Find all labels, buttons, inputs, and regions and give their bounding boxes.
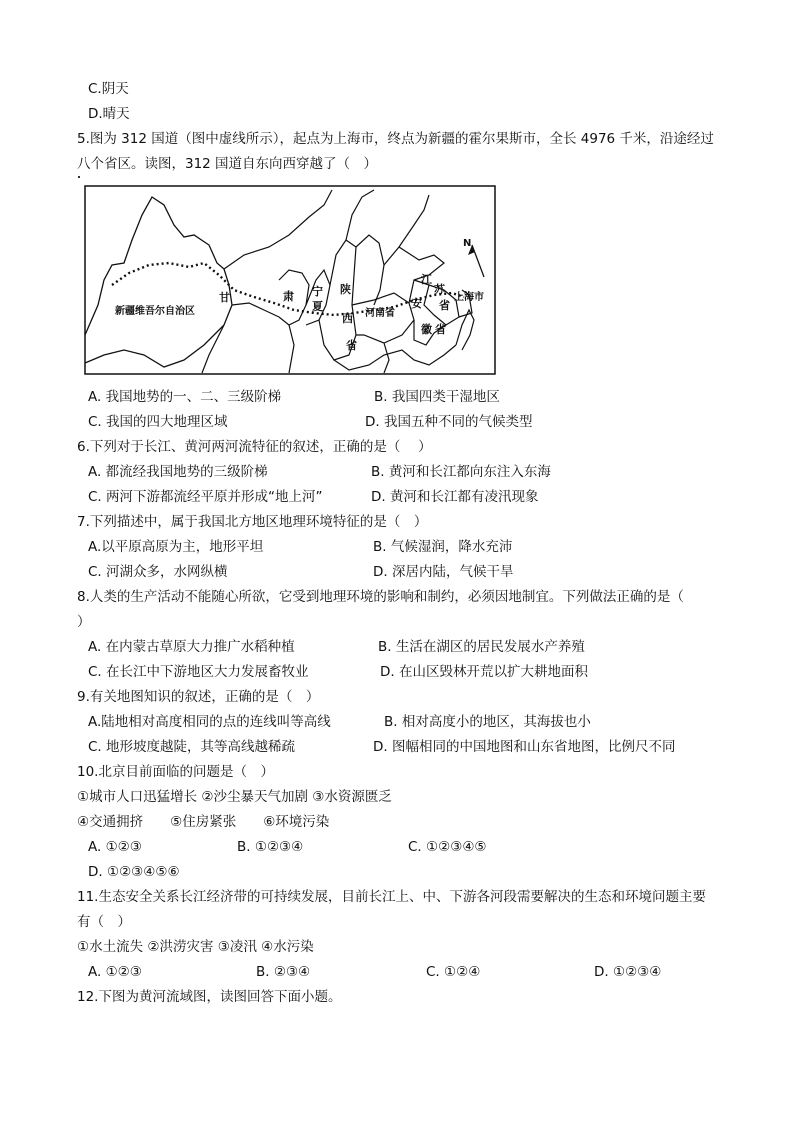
q9-stem: 9.有关地图知识的叙述，正确的是（ ） <box>77 689 320 705</box>
q6-stem: 6.下列对于长江、黄河两河流特征的叙述，正确的是（ ） <box>77 439 432 455</box>
label-xia: 夏 <box>312 300 323 313</box>
q8-option-d: D. 在山区毁林开荒以扩大耕地面积 <box>380 664 588 680</box>
q11-stem-line1: 11.生态安全关系长江经济带的可持续发展，目前长江上、中、下游各河段需要解决的生态和环境问题主要 <box>77 889 706 905</box>
q6-option-a: A. 都流经我国地势的三级阶梯 <box>88 464 268 480</box>
label-shanghai: 上海市 <box>454 292 484 303</box>
map-graphic <box>84 185 496 375</box>
label-hui: 徽 <box>421 323 432 336</box>
q9-option-c: C. 地形坡度越陡，其等高线越稀疏 <box>88 739 296 755</box>
label-xinjiang: 新疆维吾尔自治区 <box>115 306 195 317</box>
label-an: 安 <box>411 297 422 310</box>
q4-option-d: D.晴天 <box>88 106 130 122</box>
q8-stem-line1: 8.人类的生产活动不能随心所欲，它受到地理环境的影响和制约，必须因地制宜。下列做法正确的是（ <box>77 589 684 605</box>
label-north: N <box>463 238 472 249</box>
q9-option-b: B. 相对高度小的地区，其海拔也小 <box>384 714 591 730</box>
stray-dot <box>78 176 80 178</box>
q5-stem-line2: 八个省区。读图，312 国道自东向西穿越了（ ） <box>77 156 378 172</box>
route-312-map <box>84 185 496 375</box>
label-ning: 宁 <box>312 285 323 298</box>
q8-option-b: B. 生活在湖区的居民发展水产养殖 <box>378 639 585 655</box>
label-shaan: 陕 <box>340 283 351 296</box>
q5-option-c: C. 我国的四大地理区域 <box>88 414 228 430</box>
q8-stem-line2: ） <box>77 614 91 630</box>
q10-option-a: A. ①②③ <box>88 839 142 855</box>
q10-option-d: D. ①②③④⑤⑥ <box>88 864 180 880</box>
q10-items-line1: ①城市人口迅猛增长 ②沙尘暴天气加剧 ③水资源匮乏 <box>77 789 392 805</box>
q11-option-d: D. ①②③④ <box>594 964 662 980</box>
label-sheng: 省 <box>346 339 357 352</box>
label-su-gansu: 肃 <box>283 290 294 303</box>
q5-option-a: A. 我国地势的一、二、三级阶梯 <box>88 389 282 405</box>
q8-option-a: A. 在内蒙古草原大力推广水稻种植 <box>88 639 295 655</box>
q7-option-b: B. 气候湿润，降水充沛 <box>373 539 513 555</box>
label-jiang: 江 <box>421 273 432 286</box>
label-gan: 甘 <box>219 291 230 304</box>
q6-option-d: D. 黄河和长江都有凌汛现象 <box>371 489 539 505</box>
q10-option-b: B. ①②③④ <box>237 839 304 855</box>
label-henan: 河南省 <box>365 308 395 319</box>
label-su: 苏 <box>434 283 445 296</box>
q12-stem: 12.下图为黄河流域图，读图回答下面小题。 <box>77 989 342 1005</box>
q7-option-d: D. 深居内陆，气候干旱 <box>373 564 514 580</box>
q6-option-c: C. 两河下游都流经平原并形成“地上河” <box>88 489 323 505</box>
q4-option-c: C.阴天 <box>88 81 129 97</box>
q11-option-a: A. ①②③ <box>88 964 142 980</box>
q9-option-a: A.陆地相对高度相同的点的连线叫等高线 <box>88 714 331 730</box>
q7-option-c: C. 河湖众多，水网纵横 <box>88 564 228 580</box>
q5-stem-line1: 5.图为 312 国道（图中虚线所示），起点为上海市，终点为新疆的霍尔果斯市，全长 4976 千米，沿途经过 <box>77 131 714 147</box>
q5-option-d: D. 我国五种不同的气候类型 <box>365 414 533 430</box>
q6-option-b: B. 黄河和长江都向东注入东海 <box>371 464 551 480</box>
q5-option-b: B. 我国四类干湿地区 <box>374 389 500 405</box>
label-sheng3: 省 <box>435 323 446 336</box>
q10-stem: 10.北京目前面临的问题是（ ） <box>77 764 274 780</box>
q10-items-line2: ④交通拥挤 ⑤住房紧张 ⑥环境污染 <box>77 814 330 830</box>
q7-option-a: A.以平原高原为主，地形平坦 <box>88 539 264 555</box>
label-sheng2: 省 <box>439 299 450 312</box>
q11-items: ①水土流失 ②洪涝灾害 ③凌汛 ④水污染 <box>77 939 314 955</box>
q10-option-c: C. ①②③④⑤ <box>408 839 487 855</box>
q11-option-c: C. ①②④ <box>426 964 481 980</box>
label-xi: 西 <box>342 312 353 325</box>
q8-option-c: C. 在长江中下游地区大力发展畜牧业 <box>88 664 309 680</box>
q7-stem: 7.下列描述中，属于我国北方地区地理环境特征的是（ ） <box>77 514 428 530</box>
q9-option-d: D. 图幅相同的中国地图和山东省地图，比例尺不同 <box>373 739 676 755</box>
q11-stem-line2: 有（ ） <box>77 914 131 930</box>
q11-option-b: B. ②③④ <box>256 964 311 980</box>
